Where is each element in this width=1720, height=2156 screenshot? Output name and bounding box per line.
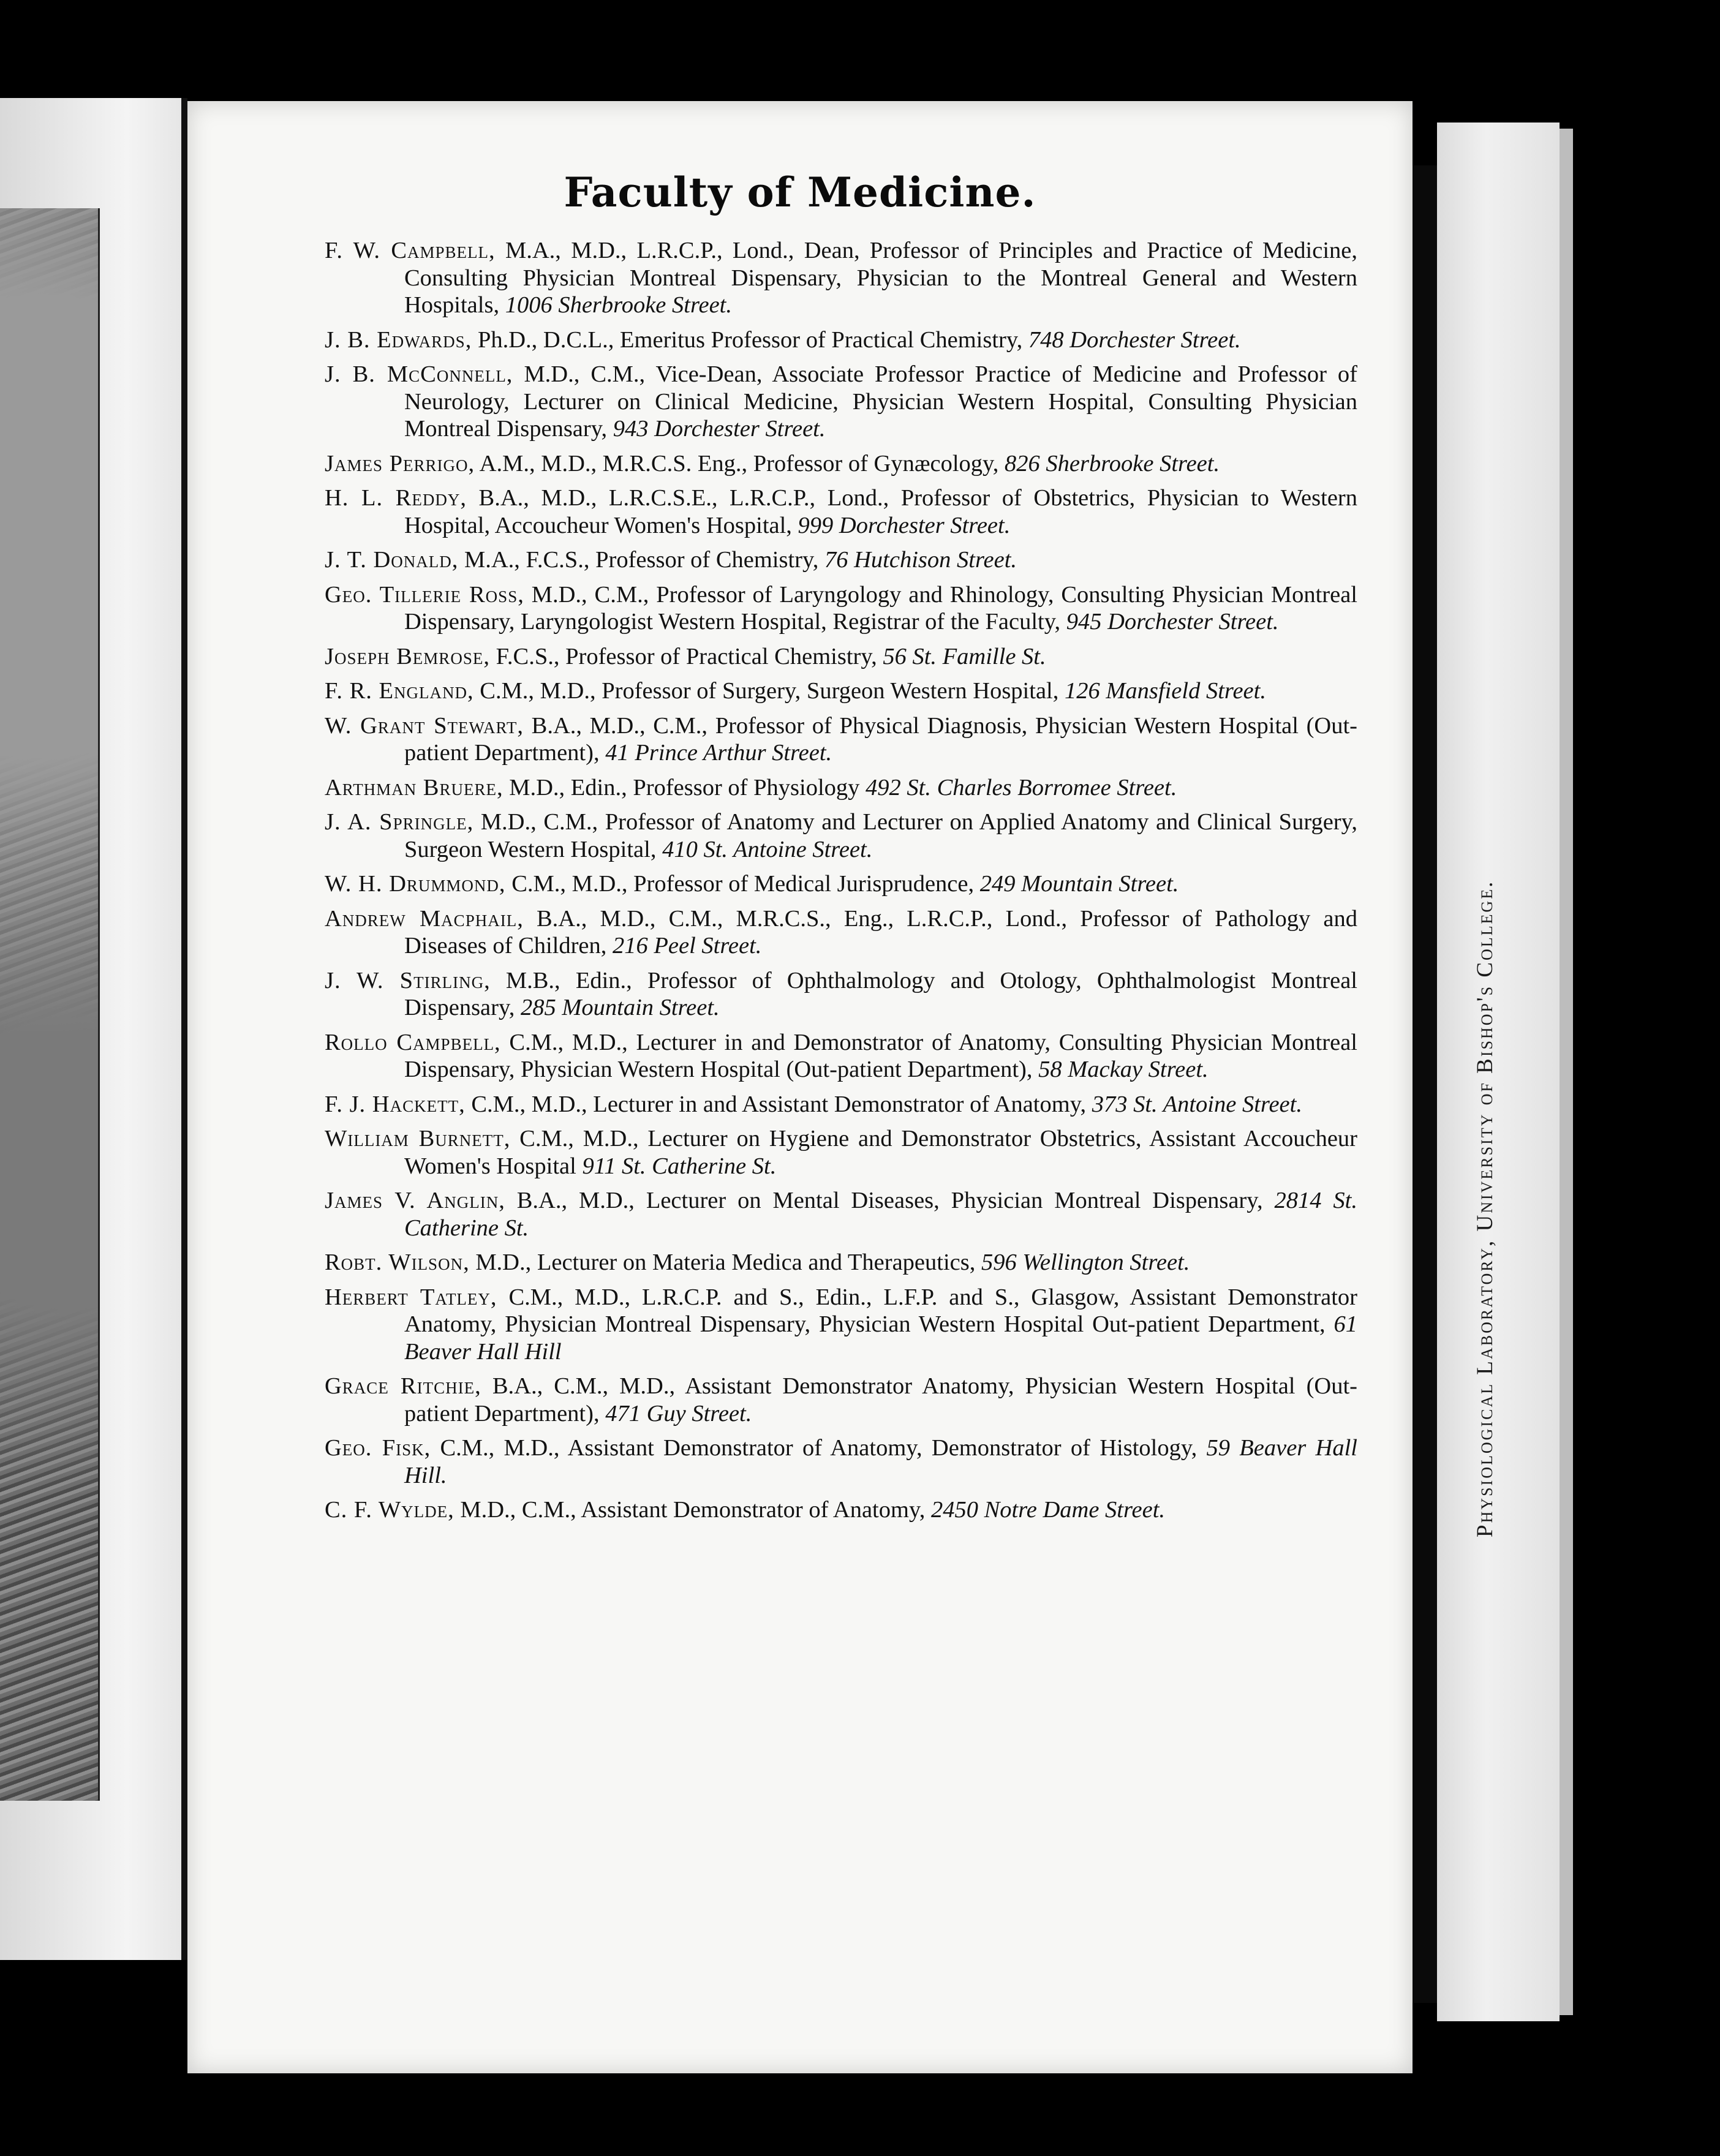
entry-details: F.C.S., Professor of Practical Chemistry, [489,643,877,669]
page-edge-shadow [1413,165,1437,2003]
entry-name: F. W. Campbell, [325,238,496,263]
entry-name: J. T. Donald, [325,547,459,573]
entry-details: C.M., M.D., Lecturer in and Assistant Demonstrator of Anatomy, [465,1091,1087,1117]
entry-address: 748 Dorchester Street. [1022,326,1241,353]
entry-address: 945 Dorchester Street. [1060,609,1279,635]
entry-address: 58 Mackay Street. [1032,1057,1209,1082]
entry-name: Rollo Campbell, [325,1029,501,1055]
faculty-entry [325,1187,1357,1242]
entry-address: 999 Dorchester Street. [791,512,1011,538]
faculty-entry [325,1125,1357,1180]
entry-address: 59 Beaver Hall Hill. [404,1435,1357,1488]
entry-address: 126 Mansfield Street. [1058,678,1266,704]
faculty-entry [325,712,1357,767]
entry-name: F. J. Hackett, [325,1091,466,1117]
entry-details: C.M., M.D., Professor of Medical Jurisprudence, [505,871,975,897]
entry-address: 249 Mountain Street. [974,871,1179,897]
spine-label: Physiological Laboratory, University of Bishop's College. [1473,880,1498,1537]
faculty-entry [325,1373,1357,1427]
faculty-entry [325,484,1357,539]
entry-name: J. W. Stirling, [325,967,491,993]
entry-details: B.A., M.D., C.M., M.R.C.S., Eng., L.R.C.P., Lond., Professor of Pathology and Diseases of Children, [404,905,1358,959]
entry-name: Herbert Tatley, [325,1284,497,1310]
book-gutter [181,98,187,1960]
entry-details: B.A., C.M., M.D., Assistant Demonstrator Anatomy, Physician Western Hospital (Out-patient Department), [404,1373,1357,1427]
entry-details: A.M., M.D., M.R.C.S. Eng., Professor of Gynæcology, [475,450,999,477]
entry-name: Geo. Fisk, [325,1435,431,1461]
faculty-entry [325,1496,1357,1524]
faculty-entry [325,905,1357,960]
entry-address: 76 Hutchison Street. [818,547,1017,573]
entry-address: 826 Sherbrooke Street. [998,450,1220,477]
faculty-entry [325,1091,1357,1118]
entry-details: M.D., C.M., Assistant Demonstrator of Anatomy, [454,1497,926,1523]
entry-address: 410 St. Antoine Street. [656,836,873,862]
entry-address: 216 Peel Street. [606,933,762,959]
entry-name: H. L. Reddy, [325,485,467,511]
faculty-entry [325,677,1357,705]
entry-details: M.D., C.M., Professor of Laryngology and Rhinology, Consulting Physician Montreal Dispensary, Laryngologist Western Hospital, Registrar of the Faculty, [404,581,1357,635]
page-title: Faculty of Medicine. [564,168,1036,216]
entry-name: W. Grant Stewart, [325,712,524,739]
entry-name: F. R. England, [325,678,474,704]
faculty-entry [325,870,1357,898]
entry-address: 41 Prince Arthur Street. [599,740,832,766]
entry-details: M.D., C.M., Vice-Dean, Associate Professor Practice of Medicine and Professor of Neurology, Lecturer on Clinical Medicine, Physician Western Hospital, Consulting Physician Montreal Dispensary, [404,361,1357,442]
entry-name: C. F. Wylde, [325,1497,455,1523]
entry-details: B.A., M.D., C.M., Professor of Physical Diagnosis, Physician Western Hospital (Out-patient Department), [404,712,1358,766]
entry-details: C.M., M.D., Professor of Surgery, Surgeon Western Hospital, [473,678,1059,704]
entry-name: Geo. Tillerie Ross, [325,581,524,608]
entry-name: Andrew Macphail, [325,905,524,932]
document-page [187,101,1413,2073]
faculty-entry [325,1284,1357,1366]
entry-name: Robt. Wilson, [325,1250,470,1275]
entry-name: W. H. Drummond, [325,871,506,897]
entry-details: B.A., M.D., L.R.C.S.E., L.R.C.P., Lond., Professor of Obstetrics, Physician to Western Hospital, Accoucheur Women's Hospital, [404,485,1357,538]
faculty-entry [325,1249,1357,1276]
entry-details: C.M., M.D., Assistant Demonstrator of Anatomy, Demonstrator of Histology, [431,1435,1198,1461]
faculty-entry [325,450,1357,478]
faculty-list [325,237,1357,1531]
entry-address: 943 Dorchester Street. [607,416,826,442]
entry-details: C.M., M.D., Lecturer on Hygiene and Demonstrator Obstetrics, Assistant Accoucheur Women's Hospital [404,1126,1357,1179]
entry-name: J. B. Edwards, [325,326,472,353]
entry-name: William Burnett, [325,1126,511,1152]
entry-address: 2450 Notre Dame Street. [925,1497,1166,1523]
entry-address: 373 St. Antoine Street. [1086,1091,1302,1117]
entry-details: M.D., Lecturer on Materia Medica and Therapeutics, [469,1250,976,1275]
entry-address: 56 St. Famille St. [877,643,1046,669]
entry-name: Grace Ritchie, [325,1373,481,1399]
faculty-entry [325,581,1357,636]
entry-address: 61 Beaver Hall Hill [404,1311,1358,1365]
entry-address: 285 Mountain Street. [515,995,720,1020]
entry-details: M.B., Edin., Professor of Ophthalmology and Otology, Ophthalmologist Montreal Dispensary, [404,967,1357,1020]
faculty-entry [325,809,1357,863]
entry-address: 471 Guy Street. [599,1400,752,1427]
entry-name: J. A. Springle, [325,809,474,835]
faculty-entry [325,237,1357,319]
entry-details: C.M., M.D., L.R.C.P. and S., Edin., L.F.P. and S., Glasgow, Assistant Demonstrator Anatomy, Physician Montreal Dispensary, Physician Western Hospital Out-patient Department, [404,1284,1357,1337]
entry-details: M.D., C.M., Professor of Anatomy and Lecturer on Applied Anatomy and Clinical Surgery, Surgeon Western Hospital, [404,809,1358,862]
faculty-entry [325,361,1357,443]
left-page-illustration [0,208,100,1801]
faculty-entry [325,967,1357,1022]
faculty-entry [325,1434,1357,1489]
entry-name: James Perrigo, [325,450,475,477]
entry-address: 2814 St. Catherine St. [404,1188,1358,1241]
entry-address: 911 St. Catherine St. [576,1153,777,1179]
entry-details: M.A., F.C.S., Professor of Chemistry, [458,547,819,573]
faculty-entry [325,643,1357,671]
faculty-entry [325,1029,1357,1084]
entry-details: C.M., M.D., Lecturer in and Demonstrator of Anatomy, Consulting Physician Montreal Dispensary, Physician Western Hospital (Out-patient Department), [404,1029,1357,1082]
entry-address: 596 Wellington Street. [975,1250,1190,1275]
book-edge [1560,129,1573,2015]
entry-details: M.A., M.D., L.R.C.P., Lond., Dean, Professor of Principles and Practice of Medicine, Consulting Physician Montreal Dispensary, Physician to the Montreal General and Western Hospitals, [404,238,1357,318]
entry-details: M.D., Edin., Professor of Physiology [503,774,860,801]
faculty-entry [325,774,1357,802]
entry-name: James V. Anglin, [325,1188,505,1213]
entry-name: Joseph Bemrose, [325,643,490,669]
entry-name: J. B. McConnell, [325,361,513,387]
entry-address: 492 St. Charles Borromee Street. [859,774,1177,801]
faculty-entry [325,326,1357,354]
entry-name: Arthman Bruere, [325,774,504,801]
entry-address: 1006 Sherbrooke Street. [499,292,733,318]
faculty-entry [325,546,1357,574]
entry-details: B.A., M.D., Lecturer on Mental Diseases, Physician Montreal Dispensary, [505,1188,1263,1213]
entry-details: Ph.D., D.C.L., Emeritus Professor of Practical Chemistry, [472,326,1023,353]
